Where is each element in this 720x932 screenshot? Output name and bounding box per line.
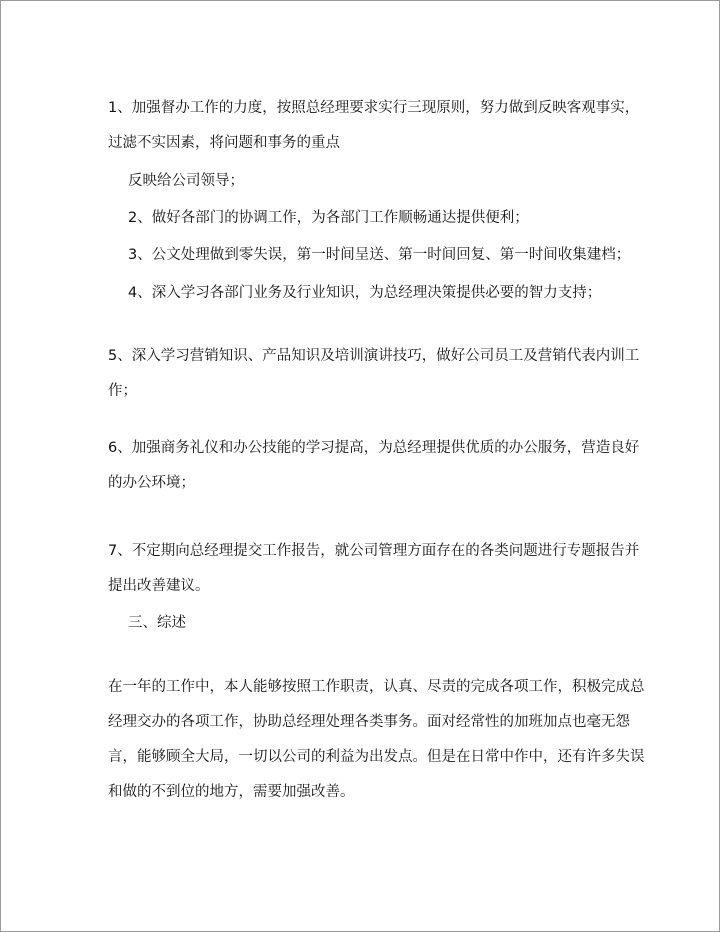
item-2-line: 2、做好各部门的协调工作，为各部门工作顺畅通达提供便利； [128, 210, 529, 226]
item-5-line-1: 5、深入学习营销知识、产品知识及培训演讲技巧，做好公司员工及营销代表内训工 [108, 348, 640, 364]
summary-line-4: 和做的不到位的地方，需要加强改善。 [108, 784, 355, 800]
item-1-line-2: 过滤不实因素，将问题和事务的重点 [108, 135, 340, 151]
item-5-line-2: 作； [108, 383, 137, 399]
item-4-line: 4、深入学习各部门业务及行业知识，为总经理决策提供必要的智力支持； [128, 285, 602, 301]
item-3-line: 3、公文处理做到零失误，第一时间呈送、第一时间回复、第一时间收集建档； [128, 247, 631, 263]
section-heading: 三、综述 [128, 615, 186, 631]
item-1-line-3: 反映给公司领导； [128, 173, 244, 189]
summary-line-2: 经理交办的各项工作，协助总经理处理各类事务。面对经常性的加班加点也毫无怨 [108, 714, 630, 730]
item-6-line-2: 的办公环境； [108, 475, 195, 491]
summary-line-3: 言，能够顾全大局，一切以公司的利益为出发点。但是在日常中作中，还有许多失误 [108, 749, 645, 765]
item-1-line-1: 1、加强督办工作的力度，按照总经理要求实行三现原则，努力做到反映客观事实， [108, 100, 640, 116]
item-7-line-1: 7、不定期向总经理提交工作报告，就公司管理方面存在的各类问题进行专题报告并 [108, 543, 640, 559]
item-6-line-1: 6、加强商务礼仪和办公技能的学习提高，为总经理提供优质的办公服务，营造良好 [108, 440, 640, 456]
summary-line-1: 在一年的工作中，本人能够按照工作职责，认真、尽责的完成各项工作，积极完成总 [108, 679, 645, 695]
item-7-line-2: 提出改善建议。 [108, 578, 210, 594]
